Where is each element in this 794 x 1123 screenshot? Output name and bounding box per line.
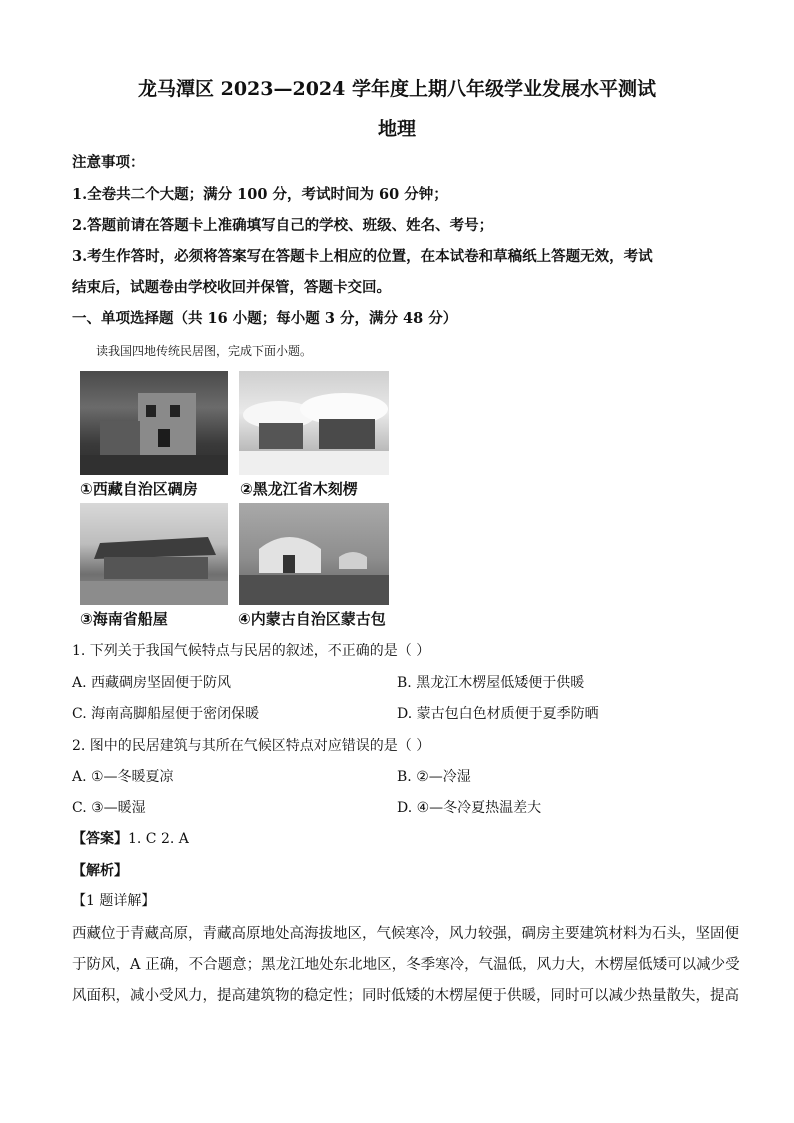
- q1-option-d: D. 蒙古包白色材质便于夏季防晒: [397, 706, 599, 722]
- photo-heilongjiang-log-house: [239, 371, 389, 475]
- notice-item-1: 1.全卷共二个大题；满分 100 分，考试时间为 60 分钟；: [72, 186, 448, 203]
- analysis-line-3: 风面积，减小受风力，提高建筑物的稳定性；同时低矮的木楞屋便于供暖，同时可以减少热量散失，提高: [72, 988, 739, 1004]
- photo-hainan-boat-house: [80, 503, 228, 605]
- analysis-line-1: 西藏位于青藏高原，青藏高原地处高海拔地区，气候寒冷，风力较强，碉房主要建筑材料为石头，坚固便: [72, 926, 739, 942]
- q1-option-a: A. 西藏碉房坚固便于防风: [72, 675, 232, 691]
- q2-option-b: B. ②—冷湿: [397, 769, 471, 785]
- subject-title: 地理: [377, 118, 416, 140]
- q2-option-a: A. ①—冬暖夏凉: [72, 769, 174, 785]
- photo-inner-mongolia-yurt: [239, 503, 389, 605]
- notice-item-4: 结束后，试题卷由学校收回并保管，答题卡交回。: [72, 279, 391, 296]
- q1-option-b: B. 黑龙江木楞屋低矮便于供暖: [397, 675, 585, 691]
- notice-heading: 注意事项：: [72, 154, 145, 171]
- answer-line: [72, 828, 189, 848]
- notice-item-3: 3.考生作答时，必须将答案写在答题卡上相应的位置，在本试卷和草稿纸上答题无效，考试: [72, 248, 653, 265]
- exam-title: 龙马潭区 2023—2024 学年度上期八年级学业发展水平测试: [138, 78, 656, 100]
- caption-3: ③海南省船屋: [80, 610, 168, 628]
- answer-text: 1. C 2. A: [128, 831, 189, 847]
- section-heading: 一、单项选择题（共 16 小题；每小题 3 分，满分 48 分）: [72, 310, 458, 327]
- q2-option-d: D. ④—冬冷夏热温差大: [397, 800, 542, 816]
- caption-4: ④内蒙古自治区蒙古包: [238, 610, 386, 628]
- analysis-tag: 【解析】: [72, 863, 128, 879]
- caption-2: ②黑龙江省木刻楞: [240, 480, 358, 498]
- q2-stem: 2. 图中的民居建筑与其所在气候区特点对应错误的是（ ）: [72, 738, 431, 754]
- analysis-line-2: 于防风，A 正确，不合题意；黑龙江地处东北地区，冬季寒冷，气温低，风力大，木楞屋低矮可以减少受: [72, 957, 740, 973]
- q2-option-c: C. ③—暖湿: [72, 800, 146, 816]
- answer-tag: 【答案】: [72, 831, 128, 847]
- notice-item-2: 2.答题前请在答题卡上准确填写自己的学校、班级、姓名、考号；: [72, 217, 494, 234]
- photo-tibet-stone-house: [80, 371, 228, 475]
- section-intro: 读我国四地传统民居图，完成下面小题。: [96, 344, 313, 358]
- q1-option-c: C. 海南高脚船屋便于密闭保暖: [72, 706, 260, 722]
- detail-heading: 【1 题详解】: [72, 893, 156, 909]
- q1-stem: 1. 下列关于我国气候特点与民居的叙述，不正确的是（ ）: [72, 643, 431, 659]
- caption-1: ①西藏自治区碉房: [80, 480, 198, 498]
